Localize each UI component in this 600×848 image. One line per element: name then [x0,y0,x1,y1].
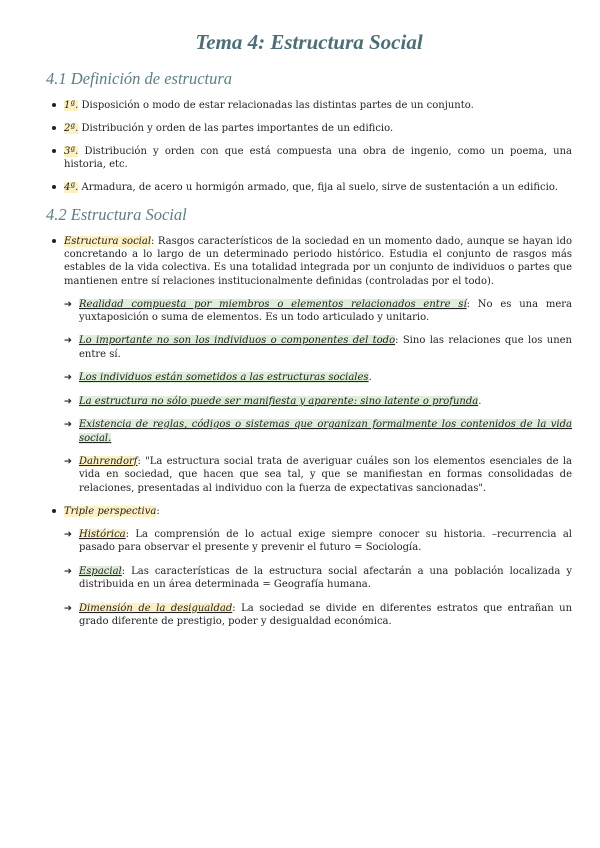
sub-item [46,455,572,495]
list-item [46,122,572,135]
arrow-icon: ➔ [64,298,72,310]
item-label: 4ª. [64,182,79,194]
sub-item [46,565,572,592]
item-label: 2ª. [64,122,79,134]
sub-item-text: : La comprensión de lo actual exige siempre conocer su historia. –recurrencia al pasado para observar el presente y prevenir el futuro = Sociología. [79,529,572,554]
definicion-list [46,99,572,195]
sub-item [46,298,572,325]
arrow-icon: ➔ [64,602,72,614]
estructura-subitems [46,298,572,495]
item-label: Estructura social [64,235,152,247]
sub-item-text: : La sociedad se divide en diferentes estratos que entrañan un grado diferente de prestigio, poder y desigualdad económica. [79,602,573,628]
sub-item [46,418,572,445]
arrow-icon: ➔ [64,372,72,384]
section-heading-estructura-social: 4.2 Estructura Social [46,204,187,224]
sub-item-text: . [478,395,482,407]
sub-item-label: Existencia de reglas, códigos o sistemas que organizan formalmente los contenidos de la vida social. [79,419,572,444]
sub-item-text: : Sino las relaciones que los unen entre sí. [79,335,572,360]
item-text: Armadura, de acero u hormigón armado, que, fija al suelo, sirve de sustentación a un edificio. [78,182,558,194]
sub-item-label: Los individuos están sometidos a las estructuras sociales [79,372,369,384]
sub-item [46,528,572,555]
sub-item-text: : No es una mera yuxtaposición o suma de elementos. Es un todo articulado y unitario. [79,298,572,324]
list-item [46,99,572,112]
sub-item [46,602,572,629]
sub-item-label: La estructura no sólo puede ser manifiesta y aparente: sino latente o profunda [79,395,479,407]
sub-item-label: Espacial [79,565,122,577]
arrow-icon: ➔ [64,455,72,467]
triple-subitems [46,528,572,628]
sub-item-label: Histórica [79,529,126,541]
estructura-social-list [46,235,572,289]
arrow-icon: ➔ [64,565,72,577]
sub-item-label: Realidad compuesta por miembros o elementos relacionados entre sí [79,298,467,310]
arrow-icon: ➔ [64,529,72,541]
item-text: : Rasgos característicos de la sociedad en un momento dado, aunque se hayan ido concretando a lo largo de un determinado periodo histórico. Estudia el conjunto de rasgos más estables de la vida colectiva. Es una totalidad integrada por un conjunto de individuos o partes que mantienen entre sí relaciones institucionalmente definidas (controladas por el todo). [64,235,573,287]
item-text: : [156,506,160,518]
sub-item [46,395,572,408]
item-label: 1ª. [64,100,79,111]
list-item [46,145,572,172]
item-text: Distribución y orden con que está compuesta una obra de ingenio, como un poema, una historia, etc. [64,145,572,171]
item-label: 3ª. [64,145,79,157]
section-heading-definicion: 4.1 Definición de estructura [46,69,233,88]
sub-item-text: . [368,372,372,384]
item-text: Distribución y orden de las partes importantes de un edificio. [78,122,394,134]
sub-item-text: : Las características de la estructura social afectarán a una población localizada y distribuida en un área determinada = Geografía humana. [79,565,572,591]
item-label: Triple perspectiva [64,506,157,518]
item-text: Disposición o modo de estar relacionadas las distintas partes de un conjunto. [78,100,474,111]
sub-item-text: : "La estructura social trata de averiguar cuáles son los elementos esenciales de la vida en sociedad, que hacen que sea tal, y que se manifiestan en formas consolidadas de relaciones, presentadas al individuo con la fuerza de expectativas sancionadas". [79,455,572,494]
list-item [46,181,572,194]
arrow-icon: ➔ [64,395,72,407]
list-item [46,235,572,289]
sub-item [46,334,572,361]
sub-item-label: Lo importante no son los individuos o componentes del todo [79,335,396,347]
sub-item [46,371,572,384]
arrow-icon: ➔ [64,335,72,347]
list-item [46,505,572,518]
arrow-icon: ➔ [64,419,72,431]
page-title: Tema 4: Estructura Social [195,30,423,54]
sub-item-label: Dahrendorf [79,455,138,467]
sub-item-label: Dimensión de la desigualdad [79,602,233,614]
triple-perspectiva-list [46,505,572,518]
